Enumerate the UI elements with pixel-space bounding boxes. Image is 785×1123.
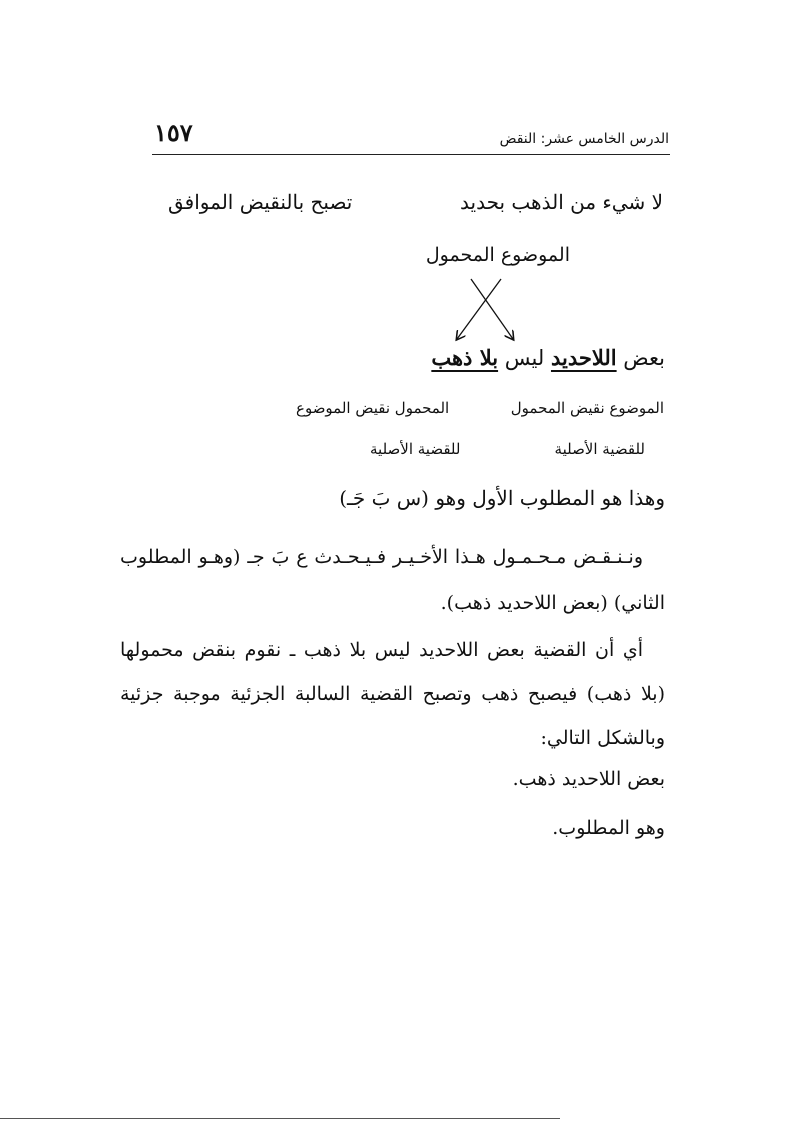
- arrow-subject-to-predicate: [471, 279, 513, 339]
- running-title: الدرس الخامس عشر: النقض: [499, 131, 669, 147]
- annotation-original-2: للقضية الأصلية: [370, 440, 461, 458]
- converted-statement: [431, 345, 665, 370]
- conclusion-line: بعض اللاحديد ذهب.: [512, 768, 665, 790]
- footer-rule: [0, 1118, 560, 1119]
- first-result: وهذا هو المطلوب الأول وهو (س بَ جَـ): [339, 486, 665, 510]
- paragraph-second-result: ونـنـقـض مـحـمـول هـذا الأخـيـر فـيـحـدث ع بَ جـ (وهـو المطلوب الثاني) (بعض اللاحديد ذهب).: [120, 546, 665, 614]
- final-line: وهو المطلوب.: [552, 817, 665, 839]
- header-rule: [152, 154, 670, 155]
- statement-subject: اللاحديد: [550, 345, 617, 370]
- arrow-predicate-to-subject: [457, 279, 501, 339]
- annotation-original-1: للقضية الأصلية: [554, 440, 645, 458]
- original-proposition: لا شيء من الذهب بحديد: [460, 190, 663, 214]
- conversion-note: تصبح بالنقيض الموافق: [168, 190, 353, 214]
- annotation-predicate: المحمول نقيض الموضوع: [296, 399, 450, 417]
- statement-part1: بعض: [623, 346, 665, 370]
- annotation-subject: الموضوع نقيض المحمول: [510, 399, 664, 417]
- statement-predicate: بلا ذهب: [431, 345, 499, 370]
- statement-part2: ليس: [504, 346, 545, 370]
- paragraph-explanation: أي أن القضية بعض اللاحديد ليس بلا ذهب ـ نقوم بنقض محمولها (بلا ذهب) فيصبح ذهب وتصبح القضية السالبة الجزئية موجبة جزئية وبالشكل التالي:: [120, 639, 665, 749]
- page-number: ١٥٧: [154, 118, 193, 147]
- diagram-labels: الموضوع المحمول: [425, 244, 570, 266]
- crossing-arrows-diagram: [445, 277, 525, 347]
